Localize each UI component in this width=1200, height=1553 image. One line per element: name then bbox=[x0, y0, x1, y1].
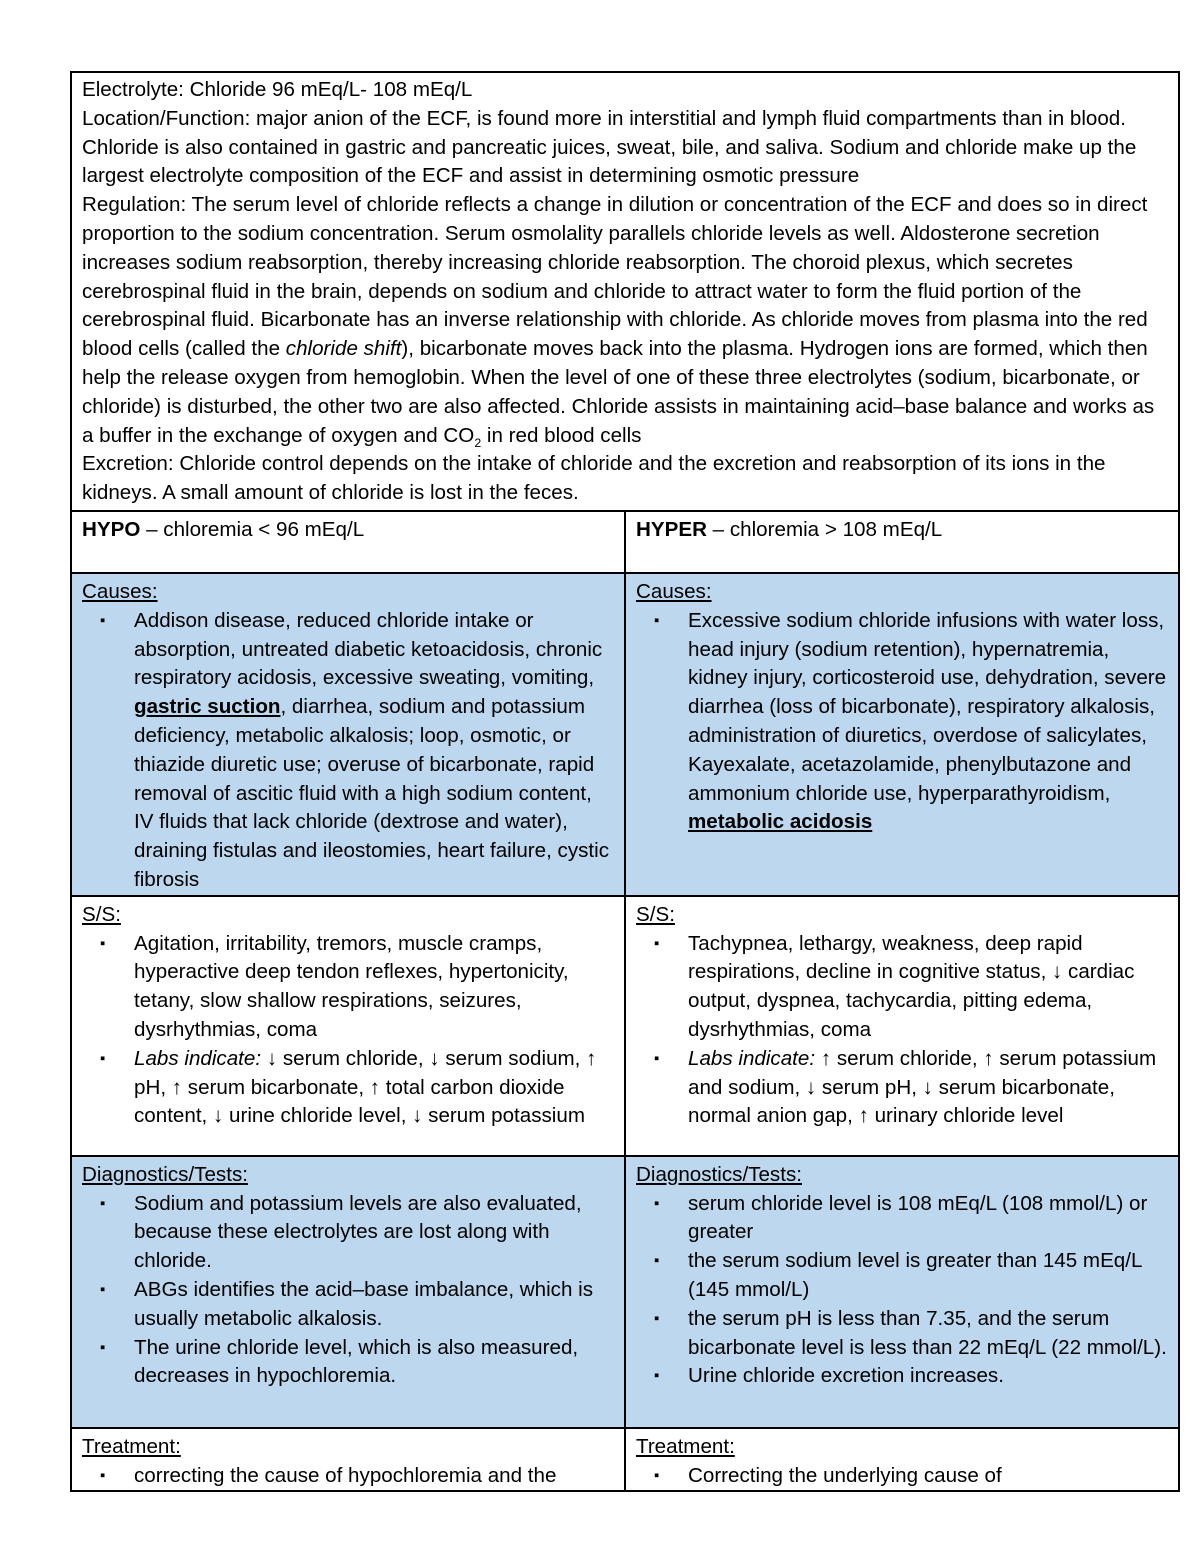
hypo-treat-cell bbox=[71, 1428, 625, 1492]
list-item: ▪ ABGs identifies the acid–base imbalance, which is usually metabolic alkalosis. bbox=[134, 1276, 614, 1334]
hypo-causes-title: Causes: bbox=[82, 579, 158, 603]
gastric-suction-link[interactable]: gastric suction bbox=[134, 695, 281, 719]
list-item: ▪ the serum pH is less than 7.35, and the serum bicarbonate level is less than 22 mEq/L (22 mmol/L). bbox=[688, 1305, 1168, 1363]
document-page bbox=[70, 71, 1180, 1492]
list-item: ▪ Sodium and potassium levels are also evaluated, because these electrolytes are lost along with chloride. bbox=[134, 1190, 614, 1276]
hyper-ss-cell bbox=[625, 896, 1179, 1156]
list-item: ▪ Addison disease, reduced chloride intake or absorption, untreated diabetic ketoacidosis, chronic respiratory acidosis, excessive sweating, vomiting, gastric suction, diarrhea, sodium and potassium deficiency, metabolic alkalosis; loop, osmotic, or thiazide diuretic use; overuse of bicarbonate, rapid removal of ascitic fluid with a high sodium content, IV fluids that lack chloride (dextrose and water), draining fistulas and ileostomies, heart failure, cystic fibrosis bbox=[134, 607, 614, 895]
hyper-causes-list bbox=[636, 607, 1168, 837]
list-item: ▪ Tachypnea, lethargy, weakness, deep rapid respirations, decline in cognitive status, ↓ cardiac output, dyspnea, tachycardia, pitting edema, dysrhythmias, coma bbox=[688, 930, 1168, 1045]
list-item: ▪ Agitation, irritability, tremors, muscle cramps, hyperactive deep tendon reflexes, hypertonicity, tetany, slow shallow respirations, seizures, dysrhythmias, coma bbox=[134, 930, 614, 1045]
treatment-row bbox=[71, 1428, 1179, 1492]
electrolyte-line: Electrolyte: Chloride 96 mEq/L- 108 mEq/L bbox=[82, 78, 473, 101]
hypo-treat-title: Treatment: bbox=[82, 1434, 181, 1458]
list-item: ▪ The urine chloride level, which is also measured, decreases in hypochloremia. bbox=[134, 1334, 614, 1392]
intro-cell bbox=[71, 72, 1179, 511]
list-item: ▪ the serum sodium level is greater than 145 mEq/L (145 mmol/L) bbox=[688, 1247, 1168, 1305]
list-item: ▪ Excessive sodium chloride infusions with water loss, head injury (sodium retention), hypernatremia, kidney injury, corticosteroid use, dehydration, severe diarrhea (loss of bicarbonate), respiratory alkalosis, administration of diuretics, overdose of salicylates, Kayexalate, acetazolamide, phenylbutazone and ammonium chloride use, hyperparathyroidism, metabolic acidosis bbox=[688, 607, 1168, 837]
list-item: ▪ Urine chloride excretion increases. bbox=[688, 1362, 1168, 1391]
hypo-diag-cell bbox=[71, 1156, 625, 1428]
hypo-causes-cell bbox=[71, 573, 625, 896]
hyper-diag-cell bbox=[625, 1156, 1179, 1428]
hyper-causes-title: Causes: bbox=[636, 579, 712, 603]
chloride-shift-term: chloride shift bbox=[285, 337, 402, 361]
hyper-treat-cell bbox=[625, 1428, 1179, 1492]
list-item: ▪ correcting the cause of hypochloremia and the bbox=[134, 1462, 614, 1491]
location-paragraph: Location/Function: major anion of the ECF, is found more in interstitial and lymph fluid compartments than in blood. Chloride is also contained in gastric and pancreatic juices, sweat, bile, and saliva. Sodium and chloride make up the largest electrolyte composition of the ECF and assist in determining osmotic pressure bbox=[82, 106, 1137, 188]
hyper-ss-list bbox=[636, 930, 1168, 1132]
hypo-ss-title: S/S: bbox=[82, 902, 121, 926]
list-item: ▪ Labs indicate: ↑ serum chloride, ↑ serum potassium and sodium, ↓ serum pH, ↓ serum bicarbonate, normal anion gap, ↑ urinary chloride level bbox=[688, 1045, 1168, 1131]
hyper-diag-list bbox=[636, 1190, 1168, 1392]
list-item: ▪ Correcting the underlying cause of bbox=[688, 1462, 1168, 1491]
diagnostics-row bbox=[71, 1156, 1179, 1428]
hyper-treat-list bbox=[636, 1462, 1168, 1491]
excretion-paragraph: Excretion: Chloride control depends on the intake of chloride and the excretion and reabsorption of its ions in the kidneys. A small amount of chloride is lost in the feces. bbox=[82, 452, 1106, 505]
hypo-header: HYPO – chloremia < 96 mEq/L bbox=[71, 511, 625, 573]
causes-row bbox=[71, 573, 1179, 896]
hyper-ss-title: S/S: bbox=[636, 902, 675, 926]
hypo-diag-list bbox=[82, 1190, 614, 1392]
metabolic-acidosis-link[interactable]: metabolic acidosis bbox=[688, 810, 873, 834]
header-row bbox=[71, 511, 1179, 573]
hypo-ss-cell bbox=[71, 896, 625, 1156]
hyper-diag-title: Diagnostics/Tests: bbox=[636, 1162, 802, 1186]
hyper-causes-cell bbox=[625, 573, 1179, 896]
intro-row bbox=[71, 72, 1179, 511]
regulation-paragraph: Regulation: The serum level of chloride reflects a change in dilution or concentration of the ECF and does so in direct proportion to the sodium concentration. Serum osmolality parallels chloride levels as well. Aldosterone secretion increases sodium reabsorption, thereby increasing chloride reabsorption. The choroid plexus, which secretes cerebrospinal fluid in the brain, depends on sodium and chloride to attract water to form the fluid portion of the cerebrospinal fluid. Bicarbonate has an inverse relationship with chloride. As chloride moves from plasma into the red blood cells (called the chloride shift), bicarbonate moves back into the plasma. Hydrogen ions are formed, which then help the release oxygen from hemoglobin. When the level of one of these three electrolytes (sodium, bicarbonate, or chloride) is disturbed, the other two are also affected. Chloride assists in maintaining acid–base balance and works as a buffer in the exchange of oxygen and $CO_2$ in red blood cells bbox=[82, 193, 1155, 450]
signs-symptoms-row bbox=[71, 896, 1179, 1156]
list-item: ▪ Labs indicate: ↓ serum chloride, ↓ serum sodium, ↑ pH, ↑ serum bicarbonate, ↑ total carbon dioxide content, ↓ urine chloride level, ↓ serum potassium bbox=[134, 1045, 614, 1131]
hypo-treat-list bbox=[82, 1462, 614, 1491]
hypo-causes-list bbox=[82, 607, 614, 895]
hypo-diag-title: Diagnostics/Tests: bbox=[82, 1162, 248, 1186]
hyper-header: HYPER – chloremia > 108 mEq/L bbox=[625, 511, 1179, 573]
hyper-treat-title: Treatment: bbox=[636, 1434, 735, 1458]
hypo-ss-list bbox=[82, 930, 614, 1132]
list-item: ▪ serum chloride level is 108 mEq/L (108 mmol/L) or greater bbox=[688, 1190, 1168, 1248]
chloride-table bbox=[70, 71, 1180, 1492]
